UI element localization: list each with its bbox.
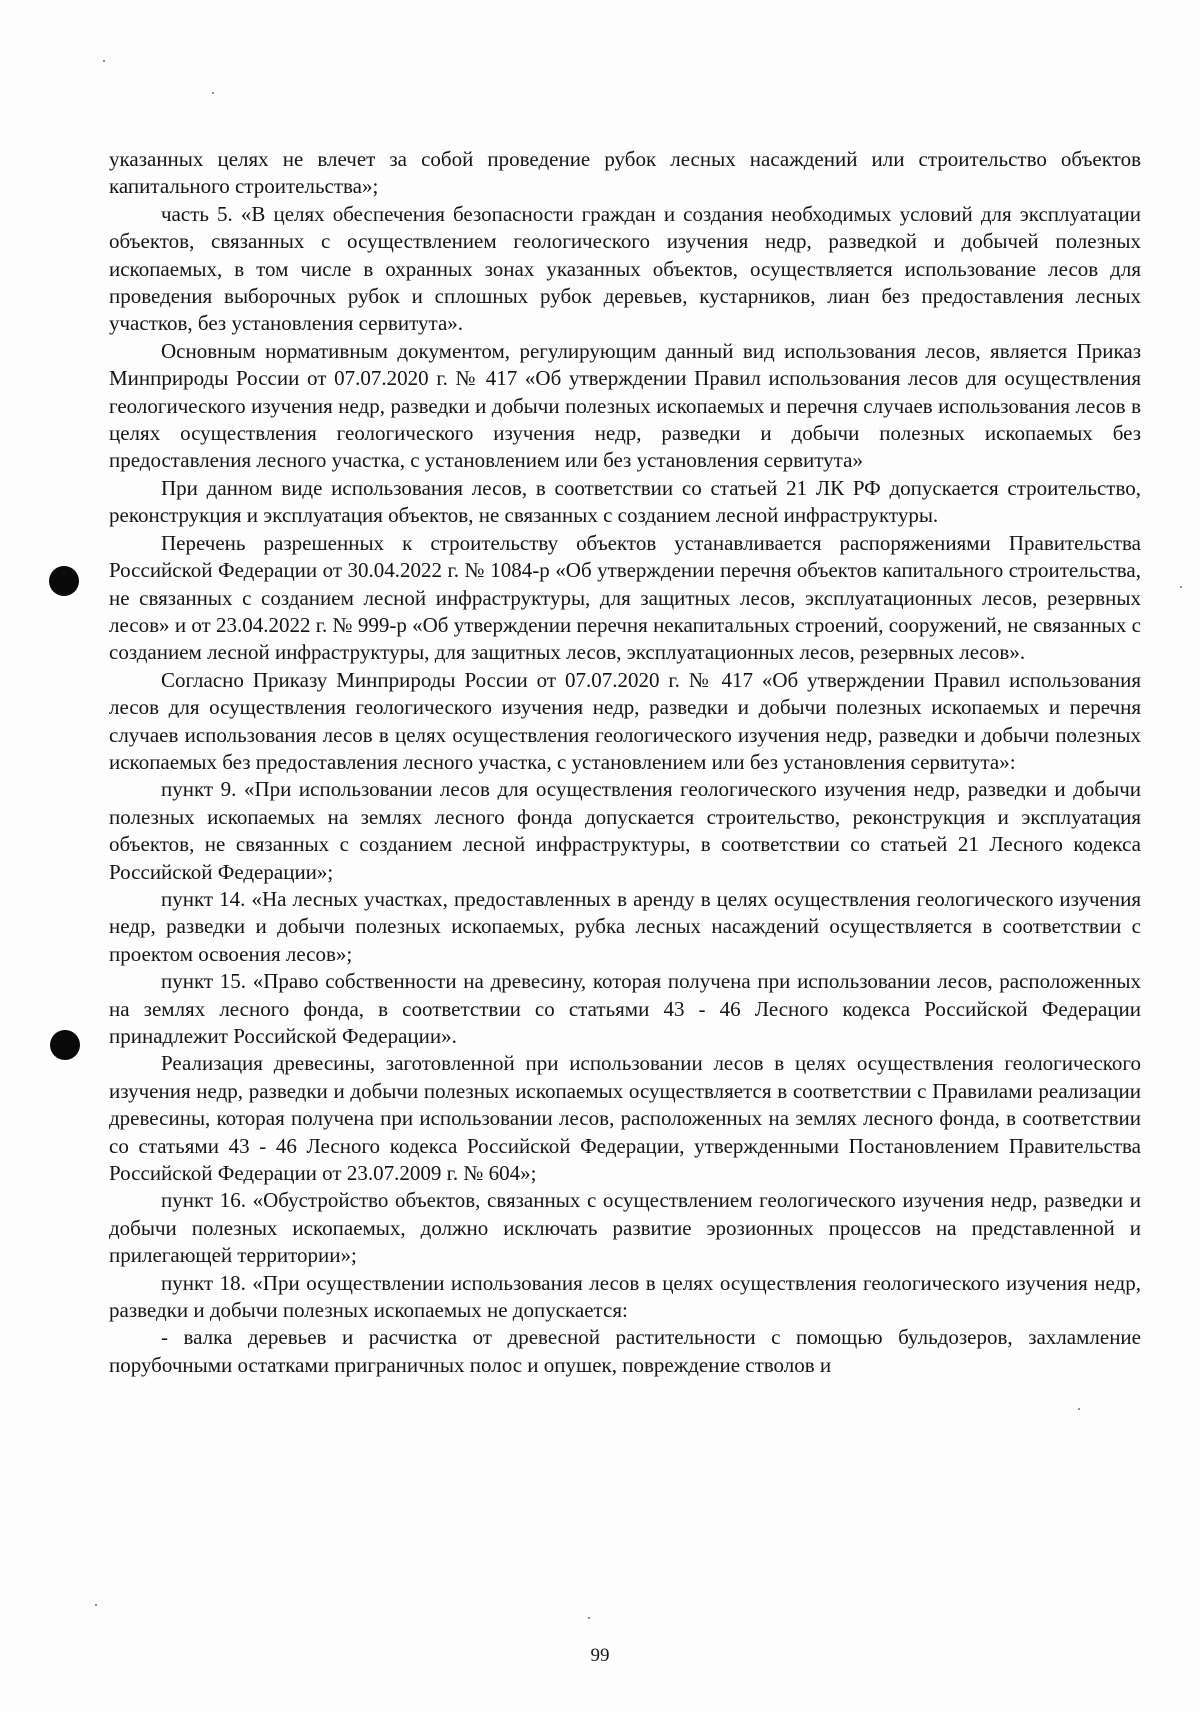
- scan-speck: [1180, 586, 1182, 588]
- paragraph: пункт 18. «При осуществлении использования лесов в целях осуществления геологического изучения недр, разведки и добычи полезных ископаемых не допускается:: [109, 1270, 1141, 1323]
- document-body: [109, 146, 1141, 1379]
- paragraph: При данном виде использования лесов, в соответствии со статьей 21 ЛК РФ допускается строительство, реконструкция и эксплуатация объектов, не связанных с созданием лесной инфраструктуры.: [109, 475, 1141, 528]
- scan-speck: [95, 1604, 97, 1606]
- scan-speck: [103, 60, 105, 62]
- page-number: 99: [590, 1645, 610, 1666]
- paragraph: указанных целях не влечет за собой проведение рубок лесных насаждений или строительство объектов капитального строительства»;: [109, 147, 1141, 199]
- paragraph: Согласно Приказу Минприроды России от 07.07.2020 г. № 417 «Об утверждении Правил использования лесов для осуществления геологического изучения недр, разведки и добычи полезных ископаемых и перечня случаев использования лесов в целях осуществления геологического изучения недр, разведки и добычи полезных ископаемых без предоставления лесного участка, с установлением или без установления сервитута»:: [109, 667, 1141, 774]
- scan-speck: [588, 1617, 590, 1619]
- paragraph: - валка деревьев и расчистка от древесной растительности с помощью бульдозеров, захламление порубочными остатками приграничных полос и опушек, повреждение стволов и: [109, 1325, 1141, 1377]
- paragraph: Перечень разрешенных к строительству объектов устанавливается распоряжениями Правительства Российской Федерации от 30.04.2022 г. № 1084-р «Об утверждении перечня объектов капитального строительства, не связанных с созданием лесной инфраструктуры, для защитных лесов, эксплуатационных лесов, резервных лесов» и от 23.04.2022 г. № 999-р «Об утверждении перечня некапитальных строений, сооружений, не связанных с созданием лесной инфраструктуры, для защитных лесов, эксплуатационных лесов, резервных лесов».: [109, 530, 1141, 665]
- paragraph: часть 5. «В целях обеспечения безопасности граждан и создания необходимых условий для эксплуатации объектов, связанных с осуществлением геологического изучения недр, разведкой и добычей полезных ископаемых, в том числе в охранных зонах указанных объектов, осуществляется использование лесов для проведения выборочных рубок и сплошных рубок деревьев, кустарников, лиан без предоставления лесных участков, без установления сервитута».: [109, 201, 1141, 336]
- paragraph: пункт 14. «На лесных участках, предоставленных в аренду в целях осуществления геологического изучения недр, разведки и добычи полезных ископаемых, рубка лесных насаждений осуществляется в соответствии с проектом освоения лесов»;: [109, 886, 1141, 966]
- paragraph: пункт 15. «Право собственности на древесину, которая получена при использовании лесов, расположенных на землях лесного фонда, в соответствии со статьями 43 - 46 Лесного кодекса Российской Федерации принадлежит Российской Федерации».: [109, 969, 1141, 1048]
- paragraph: Реализация древесины, заготовленной при использовании лесов в целях осуществления геологического изучения недр, разведки и добычи полезных ископаемых осуществляется в соответствии с Правилами реализации древесины, которая получена при использовании лесов, расположенных на землях лесного фонда, в соответствии со статьями 43 - 46 Лесного кодекса Российской Федерации, утвержденными Постановлением Правительства Российской Федерации от 23.07.2009 г. № 604»;: [109, 1051, 1141, 1186]
- punch-hole-mark: [49, 566, 79, 596]
- paragraph: пункт 16. «Обустройство объектов, связанных с осуществлением геологического изучения недр, разведки и добычи полезных ископаемых, должно исключать развитие эрозионных процессов на представленной и прилегающей территории»;: [109, 1188, 1141, 1268]
- punch-hole-mark: [50, 1030, 80, 1060]
- scan-speck: [212, 92, 214, 94]
- paragraph: Основным нормативным документом, регулирующим данный вид использования лесов, является Приказ Минприроды России от 07.07.2020 г. № 417 «Об утверждении Правил использования лесов для осуществления геологического изучения недр, разведки и добычи полезных ископаемых и перечня случаев использования лесов в целях осуществления геологического изучения недр, разведки и добычи полезных ископаемых без предоставления лесного участка, с установлением или без установления сервитута»: [109, 338, 1141, 473]
- paragraph: пункт 9. «При использовании лесов для осуществления геологического изучения недр, разведки и добычи полезных ископаемых на землях лесного фонда допускается строительство, реконструкция и эксплуатация объектов, не связанных с созданием лесной инфраструктуры, в соответствии со статьей 21 Лесного кодекса Российской Федерации»;: [109, 777, 1141, 884]
- scan-speck: [1078, 1408, 1080, 1410]
